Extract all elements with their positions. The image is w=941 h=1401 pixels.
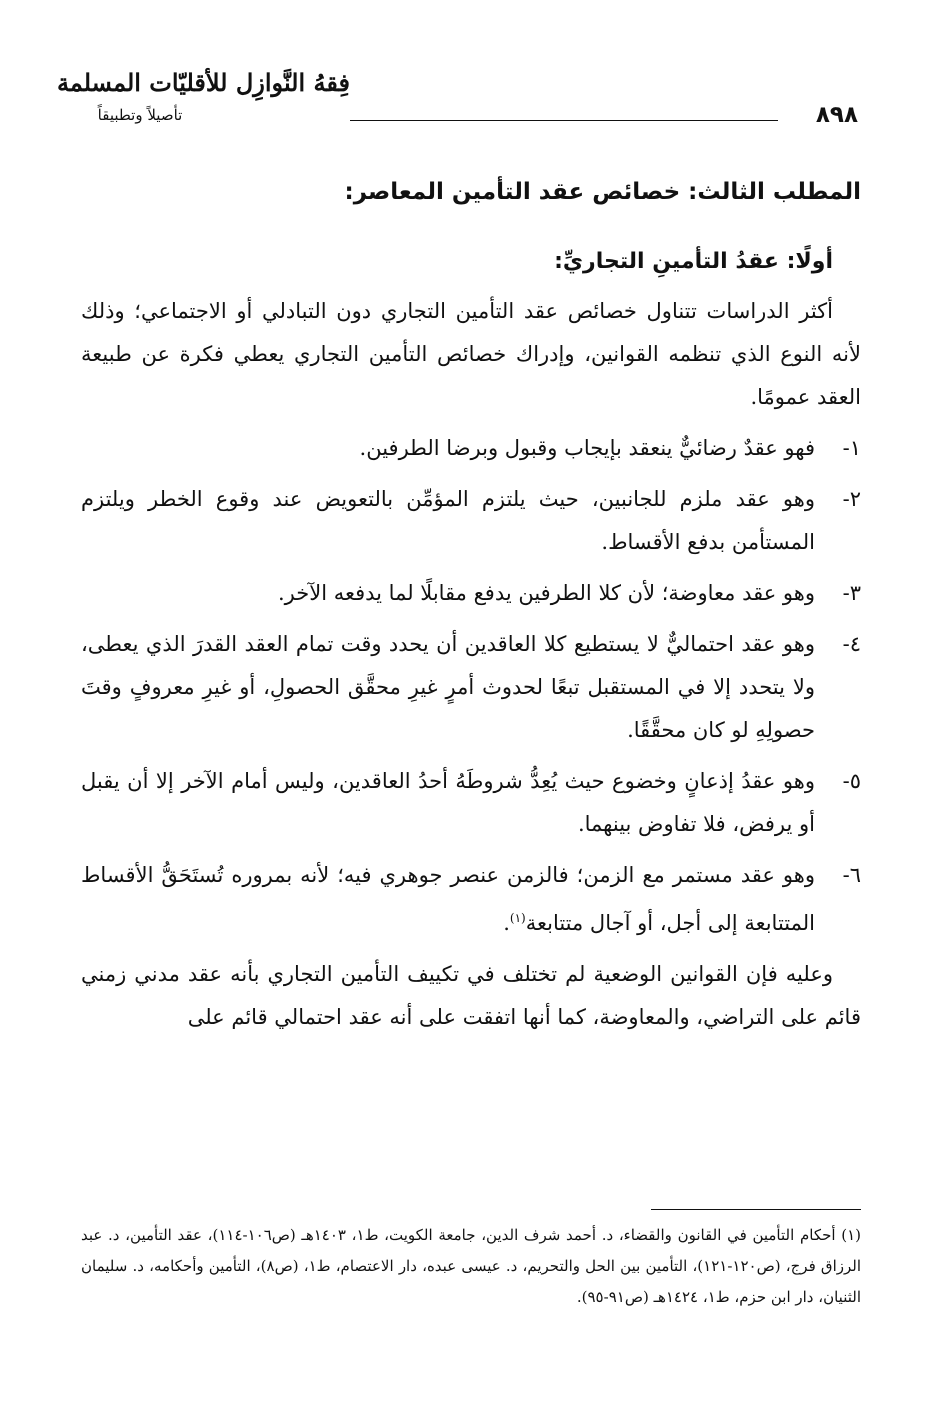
list-item-number: ٦- [842, 863, 861, 887]
page-number: ٨٩٨ [815, 102, 858, 128]
list-item-number: ١- [842, 436, 861, 460]
list-item-text: وهو عقد احتماليٌّ لا يستطيع كلا العاقدين أن يحدد وقت تمام العقد القدرَ الذي يعطى، ولا يتحدد إلا في المستقبل تبعًا لحدوث أمرٍ غيرِ محقَّق الحصولِ، أو غيرِ معروفٍ وقتَ حصولِهِ لو كان محقَّقًا. [81, 632, 815, 742]
header-rule [350, 120, 778, 121]
list-item [81, 478, 861, 564]
book-subtitle: تأصيلاً وتطبيقاً [97, 106, 183, 124]
footnote-rule [651, 1209, 861, 1210]
list-item-number: ٣- [842, 581, 861, 605]
footnote-reference[interactable]: (١) [509, 911, 526, 925]
list-item [81, 854, 861, 945]
characteristics-list [81, 427, 861, 945]
main-content [81, 172, 861, 1041]
list-item-number: ٥- [842, 769, 861, 793]
list-item-number: ٤- [842, 632, 861, 656]
list-item [81, 572, 861, 615]
book-title: فِقهُ النَّوازِل للأقليّات المسلمة [56, 68, 350, 97]
closing-paragraph: وعليه فإن القوانين الوضعية لم تختلف في تكييف التأمين التجاري بأنه عقد مدني زمني قائم على التراضي، والمعاوضة، كما أنها اتفقت على أنه عقد احتمالي قائم على [81, 962, 861, 1029]
list-item [81, 623, 861, 752]
list-item-text: وهو عقد معاوضة؛ لأن كلا الطرفين يدفع مقابلًا لما يدفعه الآخر. [277, 581, 815, 605]
subsection-title: أولًا: عقدُ التأمينِ التجاريِّ: [554, 249, 833, 274]
footnote: (١) أحكام التأمين في القانون والقضاء، د. أحمد شرف الدين، جامعة الكويت، ط١، ١٤٠٣هـ (ص١٠٦-١١٤)، عقد التأمين، د. عبد الرزاق فرج، (ص١٢٠-١٢١)، التأمين بين الحل والتحريم، د. عيسى عبده، دار الاعتصام، ط١، (ص٨)، التأمين وأحكامه، د. سليمان الثنيان، دار ابن حزم، ط١، ١٤٢٤هـ (ص٩١-٩٥). [81, 1226, 862, 1306]
list-item-text: وهو عقدُ إذعانٍ وخضوع حيث يُعِدُّ شروطَهُ أحدُ العاقدين، وليس أمام الآخر إلا أن يقبل أو يرفض، فلا تفاوض بينهما. [81, 769, 815, 836]
footnotes [81, 1220, 861, 1313]
section-title: المطلب الثالث: خصائص عقد التأمين المعاصر: [344, 179, 861, 205]
list-item [81, 760, 861, 846]
list-item-text: وهو عقد مستمر مع الزمن؛ فالزمن عنصر جوهري فيه؛ لأنه بمروره تُستَحَقُّ الأقساط المتتابعة إلى أجل، أو آجال متتابعة [81, 863, 815, 935]
intro-paragraph: أكثر الدراسات تتناول خصائص عقد التأمين التجاري دون التبادلي أو الاجتماعي؛ وذلك لأنه النوع الذي تنظمه القوانين، وإدراك خصائص التأمين التجاري يعطي فكرة عن طبيعة العقد عمومًا. [81, 299, 861, 409]
list-item [81, 427, 861, 470]
list-item-tail: . [503, 911, 510, 935]
list-item-text: وهو عقد ملزم للجانبين، حيث يلتزم المؤمِّن بالتعويض عند وقوع الخطر ويلتزم المستأمن بدفع الأقساط. [81, 487, 815, 554]
list-item-text: فهو عقدٌ رضائيٌّ ينعقد بإيجاب وقبول وبرضا الطرفين. [359, 436, 815, 460]
list-item-number: ٢- [842, 487, 861, 511]
page-header [56, 62, 858, 142]
